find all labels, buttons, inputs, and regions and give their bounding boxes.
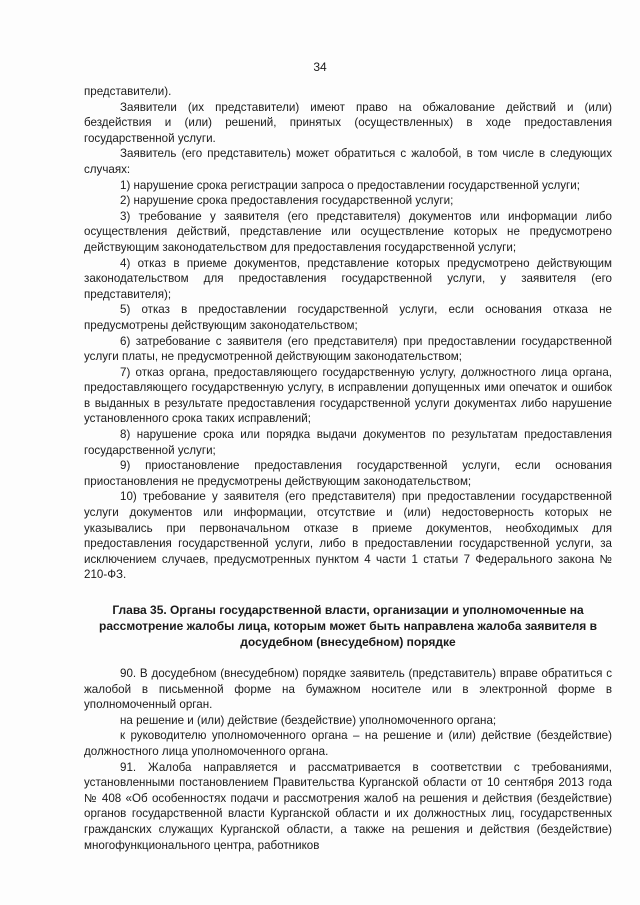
paragraph: Заявитель (его представитель) может обратиться с жалобой, в том числе в следующих случаях: <box>84 147 612 176</box>
chapter-title: Глава 35. Органы государственной власти, организации и уполномоченные на рассмотрение жалобы лица, которым может быть направлена жалоба заявителя в досудебном (внесудебном) порядке <box>99 603 597 649</box>
paragraph: 2) нарушение срока предоставления государственной услуги; <box>120 194 454 208</box>
paragraph: 10) требование у заявителя (его представителя) при предоставлении государственной услуги документов или информации, отсутствие и (или) недостоверность которых не указывались при первоначальном отказе в приеме документов, необходимых для предоставления государственной услуги, либо в предоставлении государственной услуги, за исключением случаев, предусмотренных пунктом 4 части 1 статьи 7 Федерального закона № 210-ФЗ. <box>84 490 612 582</box>
paragraphs-before-chapter <box>84 84 612 583</box>
page-number: 34 <box>313 60 327 74</box>
paragraph: на решение и (или) действие (бездействие) уполномоченного органа; <box>120 713 497 727</box>
paragraph: 5) отказ в предоставлении государственной услуги, если основания отказа не предусмотрены действующим законодательством; <box>84 303 612 332</box>
paragraph: Заявители (их представители) имеют право на обжалование действий и (или) бездействия и (или) решений, принятых (осуществленных) в ходе предоставления государственной услуги. <box>84 100 612 145</box>
paragraph: 90. В досудебном (внесудебном) порядке заявитель (представитель) вправе обратиться с жалобой в письменной форме на бумажном носителе или в электронной форме в уполномоченный орган. <box>84 667 612 712</box>
paragraph: 1) нарушение срока регистрации запроса о предоставлении государственной услуги; <box>120 178 580 192</box>
paragraph: 91. Жалоба направляется и рассматривается в соответствии с требованиями, установленными постановлением Правительства Курганской области от 10 сентября 2013 года № 408 «Об особенностях подачи и рассмотрения жалоб на решения и действия (бездействие) органов государственной власти Курганской области и их должностных лиц, государственных гражданских служащих Курганской области, а также на решения и действия (бездействие) многофункционального центра, работников <box>84 760 612 852</box>
paragraph: 7) отказ органа, предоставляющего государственную услугу, должностного лица органа, предоставляющего государственную услугу, в исправлении допущенных ими опечаток и ошибок в выданных в результате предоставления государственной услуги документах либо нарушение установленного срока таких исправлений; <box>84 365 612 426</box>
document-body <box>84 84 612 853</box>
paragraph: 8) нарушение срока или порядка выдачи документов по результатам предоставления государственной услуги; <box>84 428 612 457</box>
paragraph: 6) затребование с заявителя (его представителя) при предоставлении государственной услуги платы, не предусмотренной действующим законодательством; <box>84 334 612 364</box>
paragraph: представители). <box>84 85 172 98</box>
paragraph: 9) приостановление предоставления государственной услуги, если основания приостановления не предусмотрены действующим законодательством; <box>84 459 612 488</box>
paragraph: 3) требование у заявителя (его представителя) документов или информации либо осуществления действий, представление или осуществление которых не предусмотрено действующим законодательством для предоставления государственной услуги; <box>84 209 612 254</box>
paragraphs-after-chapter <box>84 666 612 853</box>
paragraph: к руководителю уполномоченного органа – на решение и (или) действие (бездействие) должностного лица уполномоченного органа. <box>84 729 612 758</box>
paragraph: 4) отказ в приеме документов, представление которых предусмотрено действующим законодательством для предоставления государственной услуги, у заявителя (его представителя); <box>84 256 612 301</box>
